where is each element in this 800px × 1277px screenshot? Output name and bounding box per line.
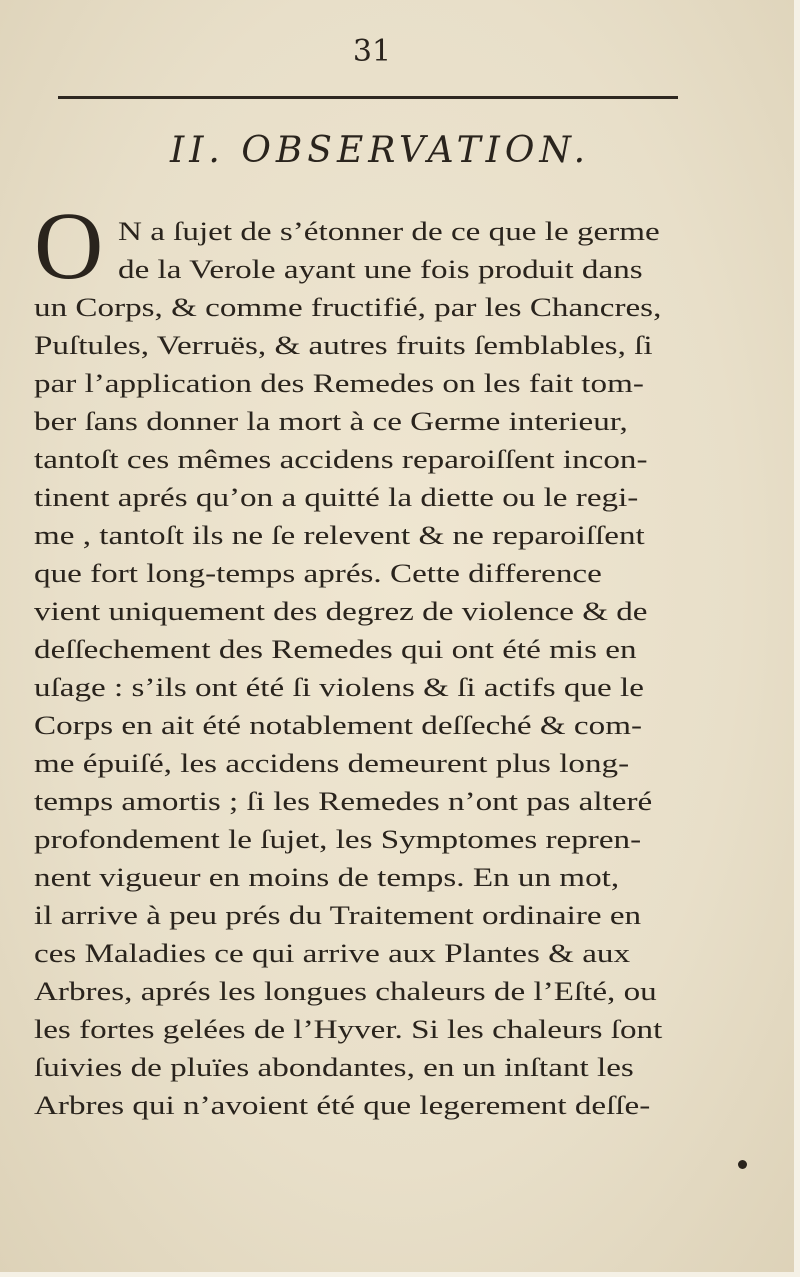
text-line: N a ſujet de s’étonner de ce que le germe — [118, 216, 660, 246]
text-line: ber ſans donner la mort à ce Germe interieur, — [34, 406, 628, 436]
text-line: Corps en ait été notablement deſſeché & com- — [34, 710, 643, 740]
text-line: deſſechement des Remedes qui ont été mis en — [34, 634, 637, 664]
text-line: temps amortis ; ſi les Remedes n’ont pas alteré — [34, 786, 653, 816]
section-heading: II. OBSERVATION. — [169, 130, 591, 171]
page-edge-right — [794, 0, 800, 1277]
text-line: vient uniquement des degrez de violence & de — [34, 596, 648, 626]
text-line: me , tantoſt ils ne ſe relevent & ne reparoiſſent — [34, 520, 645, 550]
text-line: les fortes gelées de l’Hyver. Si les chaleurs ſont — [34, 1014, 663, 1044]
text-line: Puſtules, Verruës, & autres fruits ſemblables, ſi — [34, 330, 653, 360]
drop-cap-letter: O — [34, 192, 104, 299]
text-line: profondement le ſujet, les Symptomes repren- — [34, 824, 642, 854]
ink-spot-mark — [738, 1160, 747, 1169]
text-line: ſuivies de pluïes abondantes, en un inſtant les — [34, 1052, 634, 1082]
text-line: ces Maladies ce qui arrive aux Plantes & aux — [34, 938, 631, 968]
text-line: un Corps, & comme fructifié, par les Chancres, — [34, 292, 662, 322]
text-line: tinent aprés qu’on a quitté la diette ou le regi- — [34, 482, 639, 512]
page-number: 31 — [352, 34, 392, 69]
text-line: tantoſt ces mêmes accidens reparoiſſent incon- — [34, 444, 648, 474]
text-line: de la Verole ayant une fois produit dans — [118, 254, 643, 284]
text-line: uſage : s’ils ont été ſi violens & ſi actifs que le — [34, 672, 644, 702]
page-edge-bottom — [0, 1272, 800, 1277]
text-line: que fort long-temps aprés. Cette difference — [34, 558, 602, 588]
text-line: me épuiſé, les accidens demeurent plus long- — [34, 748, 630, 778]
text-line: nent vigueur en moins de temps. En un mot, — [34, 862, 620, 892]
text-line: par l’application des Remedes on les fait tom- — [34, 368, 644, 398]
header-rule — [58, 96, 678, 99]
text-line: il arrive à peu prés du Traitement ordinaire en — [34, 900, 642, 930]
text-line: Arbres, aprés les longues chaleurs de l’Eſté, ou — [34, 976, 657, 1006]
text-line: Arbres qui n’avoient été que legerement deſſe- — [34, 1090, 651, 1120]
